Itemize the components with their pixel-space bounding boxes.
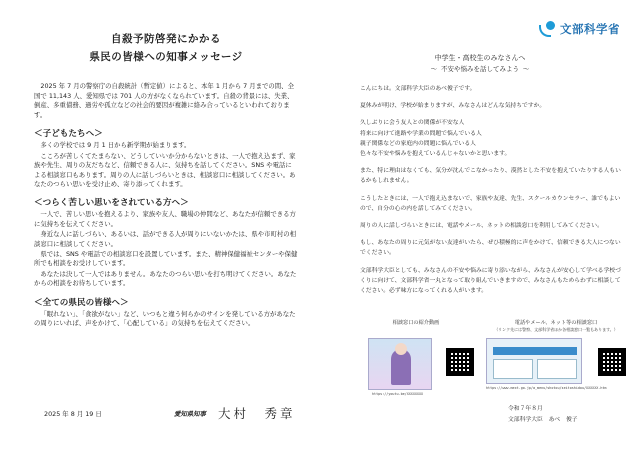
video-qr-code[interactable] bbox=[446, 348, 474, 376]
mext-logo bbox=[539, 18, 620, 40]
signature-name: 大村 秀章 bbox=[218, 406, 296, 421]
links-url[interactable]: https://www.mext.go.jp/a_menu/shotou/seitoshidou/XXXXXX.htm bbox=[486, 386, 607, 390]
mext-paragraph: 文部科学大臣としても、みなさんの不安や悩みに寄り添いながら、みなさんが安心して学べる学校づくりに向けて、文部科学省一丸となって取り組んでいきますので、みなさんもためらわずに相談してください。必ず味方になってくれる人がいます。 bbox=[360, 267, 621, 295]
mext-logo-text: 文部科学省 bbox=[560, 22, 620, 36]
video-url[interactable]: https://youtu.be/XXXXXXXX bbox=[372, 392, 424, 396]
video-thumbnail[interactable] bbox=[368, 338, 432, 390]
mext-title-line2: ～ 不安や悩みを話してみよう ～ bbox=[430, 65, 530, 73]
mext-paragraph: もし、あなたの周りに元気がない友達がいたら、ぜひ積極的に声をかけて、信頼できる大人につないでください。 bbox=[360, 240, 621, 257]
mext-paragraph: 久しぶりに会う友人との関係が不安な人 将来に向けて進路や学業の問題で悩んでいる人 親子関係などの家庭内の問題に悩んでいる人 色々な不安や悩みを抱えているんじゃないかと思います。 bbox=[360, 120, 511, 158]
mext-paragraph: 周りの人に話しづらいときには、電話やメール、ネットの相談窓口を利用してみてください。 bbox=[360, 223, 603, 230]
section-suffering bbox=[34, 197, 298, 288]
section-paragraph: 身近な人に話しづらい、あるいは、話ができる人が周りにいないかたは、県や市町村の相談窓口に相談してください。 bbox=[34, 230, 297, 248]
section-paragraph: 「眠れない」、「食欲がない」など、いつもと違う何らかのサインを発している方があなたの周りにいれば、声をかけて、「心配している」の気持ちを伝えてください。 bbox=[34, 309, 296, 328]
message-title-line1: 自殺予防啓発にかかる bbox=[111, 33, 221, 45]
consultation-panel bbox=[350, 320, 626, 396]
section-children bbox=[34, 128, 298, 189]
section-paragraph: あなたは決して一人ではありません。あなたのつらい思いを打ち明けてください。あなたからの相談をお待ちしています。 bbox=[34, 269, 297, 288]
section-heading-children: ＜子どもたちへ＞ bbox=[34, 129, 103, 140]
section-paragraph: 多くの学校では 9 月 1 日から新学期が始まります。 bbox=[40, 141, 191, 150]
message-title-line2: 県民の皆様への知事メッセージ bbox=[89, 51, 243, 63]
section-paragraph: 一人で、苦しい思いを抱えるより、家族や友人、職場の仲間など、あなたが信頼できる方に気持ちを伝えてください。 bbox=[34, 210, 296, 228]
section-heading-suffering: ＜つらく苦しい思いをされている方へ＞ bbox=[34, 198, 189, 209]
signature-title: 愛知県知事 bbox=[174, 410, 206, 418]
mext-date: 令和７年８月 bbox=[508, 406, 543, 412]
links-column bbox=[486, 320, 626, 390]
links-title: 電話やメール、ネット等の相談窓口 bbox=[514, 320, 598, 326]
mext-paragraph: 夏休みが明け、学校が始まりますが、みなさんはどんな気持ちですか。 bbox=[360, 103, 546, 110]
mext-paragraph: こんにちは。文部科学大臣のあべ俊子です。 bbox=[360, 86, 476, 92]
mext-title-line1: 中学生・高校生のみなさんへ bbox=[434, 54, 526, 62]
mext-signature bbox=[508, 404, 578, 426]
mext-paragraph: また、特に理由はなくても、気分が沈んでこなかったり、漠然とした不安を抱えていたりする人もいるかもしれません。 bbox=[360, 168, 621, 185]
section-paragraph: こころが苦しくてたまらない、どうしていいか分からないときは、一人で抱え込まず、家族や先生、周りの友だちなど、信頼できる人に、気持ちを話してください。SNS や電話による相談窓口もあります。周りの人に話しづらいときは、相談窓口に相談してください。あなたのつらい思いを受け止め、寄り添ってくれます。 bbox=[34, 151, 296, 188]
mext-logo-icon bbox=[539, 21, 555, 37]
mext-signer: 文部科学大臣 あべ 俊子 bbox=[508, 417, 578, 423]
section-paragraph: 県では、SNS や電話での相談窓口を設置しています。また、精神保健福祉センターや保健所でも相談をお受けしています。 bbox=[34, 250, 298, 268]
mext-paragraph: こうしたときには、一人で抱え込まないで、家族や友達、先生、スクールカウンセラー、誰でもよいので、自分の心の内を話してみてください。 bbox=[360, 195, 621, 212]
links-subtitle: （リンク先には警察、文部科学省ほか各相談窓口一覧もあります。） bbox=[494, 327, 618, 332]
video-column bbox=[350, 320, 482, 396]
section-all-citizens bbox=[34, 297, 298, 329]
video-title: 相談窓口の紹介動画 bbox=[392, 320, 440, 326]
lead-paragraph: 2025 年 7 月の警察庁の自殺統計（暫定値）によると、本年 1 月から 7 月までの間、全国で 11,143 人、愛知県では 701 人の方がなくなられています。自殺の背景には、失業、倒産、多重債務、過労や孤立などの社会的要因が複雑に絡み合っているといわれております。 bbox=[34, 82, 294, 119]
section-heading-all-citizens: ＜全ての県民の皆様へ＞ bbox=[34, 297, 129, 308]
mext-message-body bbox=[360, 84, 626, 303]
message-date: 2025 年 8 月 19 日 bbox=[44, 410, 102, 418]
links-thumbnail[interactable] bbox=[486, 338, 582, 384]
links-qr-code[interactable] bbox=[598, 348, 626, 376]
